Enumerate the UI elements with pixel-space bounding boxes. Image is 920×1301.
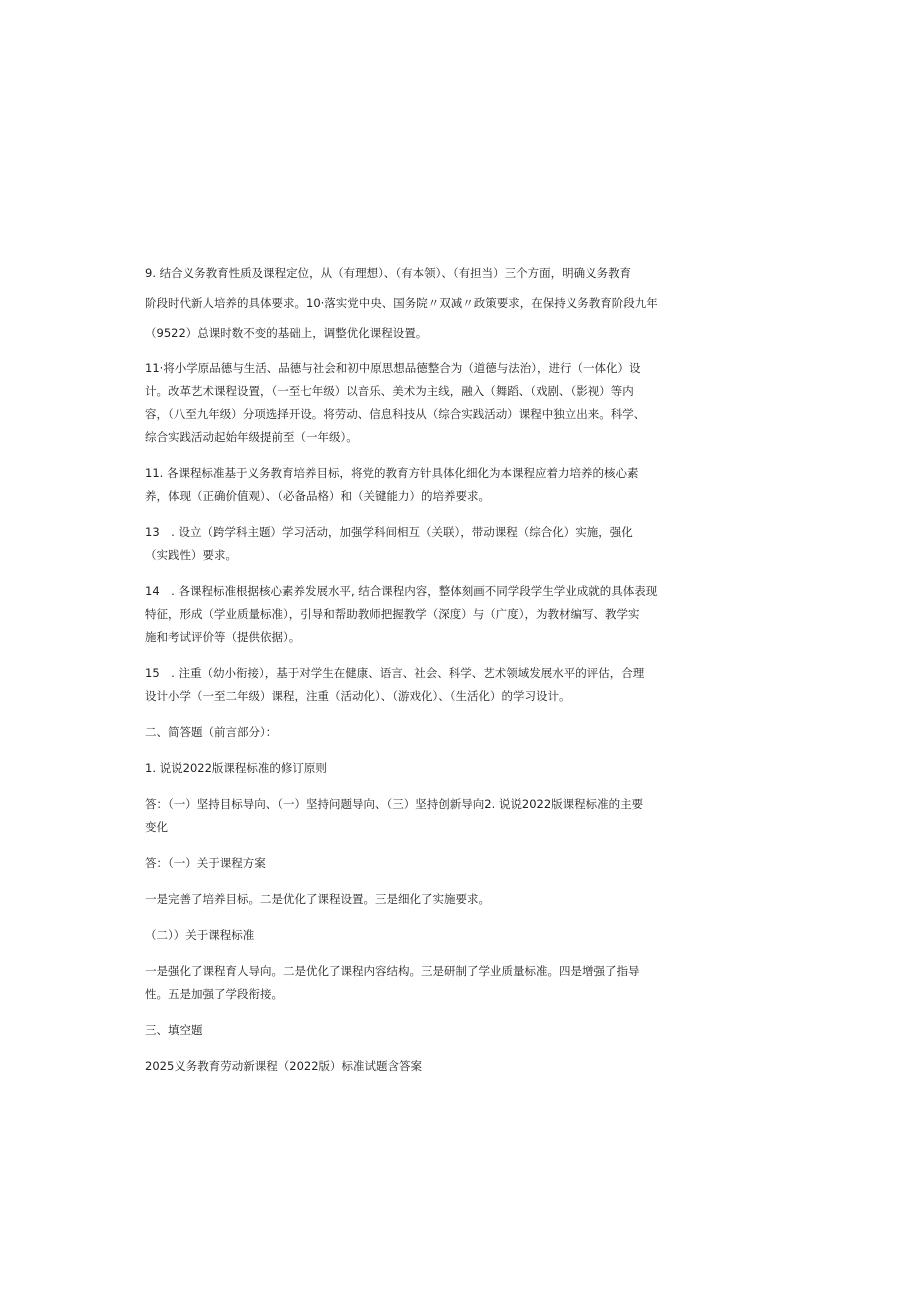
answer-1-question-2 [145, 793, 693, 839]
text-line: 一是强化了课程育人导向。二是优化了课程内容结构。三是研制了学业质量标准。四是增强了指导 [145, 964, 640, 978]
text-line: 设计小学（一至二年级）课程，注重（活动化）、（游戏化）、（生活化）的学习设计。 [145, 689, 571, 703]
text-line: 13 . 设立（跨学科主题）学习活动，加强学科间相互（关联），带动课程（综合化）实施，强化 [145, 525, 633, 539]
answer-2-part-1-body [145, 888, 693, 911]
text-line: 14 . 各课程标准根据核心素养发展水平, 结合课程内容，整体刻画不同学段学生学业成就的具体表现 [145, 584, 658, 598]
text-line: 答：（一）关于课程方案 [145, 856, 266, 870]
answer-2-part-2-heading [145, 924, 693, 947]
text-line: 变化 [145, 820, 168, 834]
text-line: 养，体现（正确价值观）、（必备品格）和（关键能力）的培养要求。 [145, 489, 490, 503]
paragraph-item-15 [145, 662, 693, 708]
text-line: （9522）总课时数不变的基础上，调整优化课程设置。 [145, 326, 428, 340]
paragraph-item-13 [145, 521, 693, 567]
text-line: 性。五是加强了学段衔接。 [145, 987, 283, 1001]
text-line: 二、简答题（前言部分）： [145, 725, 278, 739]
paragraph-item-11b [145, 462, 693, 508]
text-line: 一是完善了培养目标。二是优化了课程设置。三是细化了实施要求。 [145, 892, 490, 906]
text-line: 答：（一）坚持目标导向、（一）坚持问题导向、（三）坚持创新导向2. 说说2022版课程标准的主要 [145, 797, 644, 811]
text-line: 1. 说说2022版课程标准的修订原则 [145, 761, 327, 775]
text-line: 11. 各课程标准基于义务教育培养目标，将党的教育方针具体化细化为本课程应着力培养的核心素 [145, 466, 639, 480]
document-footer-title [145, 1055, 693, 1078]
text-line: （实践性）要求。 [145, 548, 237, 562]
text-line: 阶段时代新人培养的具体要求。10·落实党中央、国务院〃双减〃政策要求，在保持义务教育阶段九年 [145, 296, 658, 310]
text-line: 三、填空题 [145, 1023, 203, 1037]
document-body [145, 258, 693, 1091]
text-line: 2025义务教育劳动新课程（2022版）标准试题含答案 [145, 1059, 423, 1073]
paragraph-item-9-10 [145, 258, 693, 348]
text-line: 9. 结合义务教育性质及课程定位，从（有理想）、（有本领）、（有担当）三个方面，明确义务教育 [145, 266, 632, 280]
text-line: 计。改革艺术课程设置，（一至七年级）以音乐、美术为主线，融入（舞蹈、（戏剧、（影视）等内 [145, 384, 634, 398]
paragraph-item-11a [145, 357, 693, 449]
answer-2-part-2-body [145, 960, 693, 1006]
text-line: （二））关于课程标准 [145, 928, 255, 942]
text-line: 特征，形成（学业质量标准），引导和帮助教师把握教学（深度）与（广度），为教材编写、教学实 [145, 607, 640, 621]
section-heading-fill-blank [145, 1019, 693, 1042]
text-line: 综合实践活动起始年级提前至（一年级）。 [145, 430, 358, 444]
section-heading-short-answer [145, 721, 693, 744]
paragraph-item-14 [145, 580, 693, 649]
text-line: 施和考试评价等（提供依据）。 [145, 630, 301, 644]
question-1 [145, 757, 693, 780]
answer-2-part-1-heading [145, 852, 693, 875]
text-line: 容，（八至九年级）分项选择开设。将劳动、信息科技从（综合实践活动）课程中独立出来。科学、 [145, 407, 646, 421]
text-line: 15 . 注重（幼小衔接），基于对学生在健康、语言、社会、科学、艺术领域发展水平的评估，合理 [145, 666, 645, 680]
text-line: 11·将小学原品德与生活、品德与社会和初中原思想品德整合为（道德与法治），进行（一体化）设 [145, 361, 641, 375]
